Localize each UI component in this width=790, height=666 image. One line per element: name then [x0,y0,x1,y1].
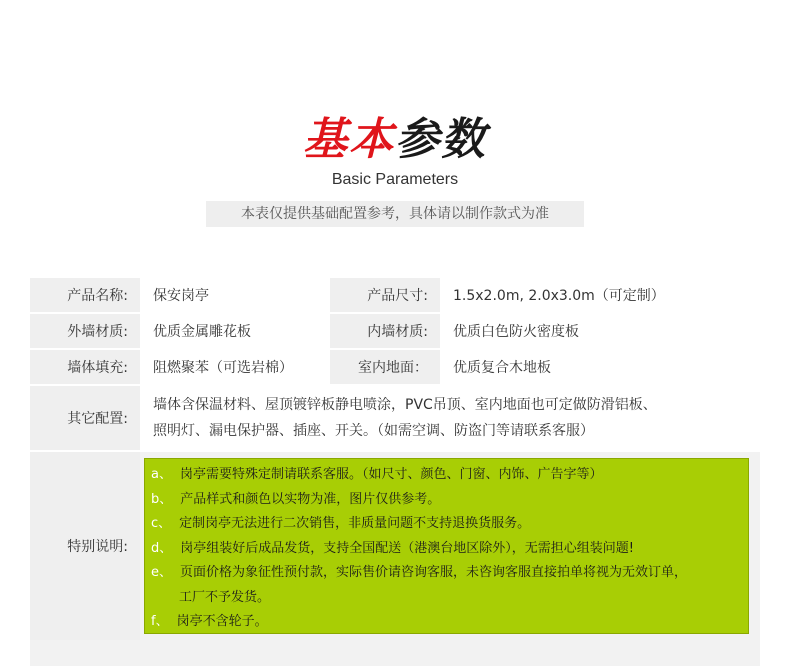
table-row [30,278,760,314]
note-text: 页面价格为象征性预付款，实际售价请咨询客服，未咨询客服直接拍单将视为无效订单， [180,565,688,580]
section-title-black: 参数 [395,114,487,165]
note-marker: c、 [151,516,172,531]
param-label: 外墙材质: [30,314,140,348]
param-label: 室内地面： [330,350,440,384]
param-value: 1.5x2.0m, 2.0x3.0m（可定制） [440,278,760,312]
note-text: 岗亭组装好后成品发货，支持全国配送（港澳台地区除外），无需担心组装问题! [180,540,634,556]
other-config-line: 照明灯、漏电保护器、插座、开关。（如需空调、防盗门等请联系客服） [153,423,594,439]
note-marker: b、 [151,491,173,507]
param-value: 优质白色防火密度板 [440,314,760,348]
param-label: 特别说明: [30,452,140,640]
other-config-line: 墙体含保温材料、屋顶镀锌板静电喷涂，PVC吊顶、室内地面也可定做防滑铝板、 [153,397,657,413]
note-item [151,463,740,488]
param-label: 其它配置: [30,386,140,450]
table-row-special [30,452,760,640]
note-item [151,610,740,635]
note-text: 产品样式和颜色以实物为准，图片仅供参考。 [180,491,441,507]
note-item-continuation [151,586,740,611]
note-marker: e、 [151,565,172,580]
param-value: 优质复合木地板 [440,350,760,384]
special-notes-box [144,458,749,634]
note-item [151,488,740,513]
note-item [151,537,740,562]
param-label: 产品名称: [30,278,140,312]
section-header [0,112,790,192]
param-label: 墙体填充: [30,350,140,384]
param-value: 阻燃聚苯（可选岩棉） [140,350,330,384]
note-item [151,561,740,586]
section-subtitle: 本表仅提供基础配置参考，具体请以制作款式为准 [206,201,584,227]
parameters-table [30,278,760,666]
note-marker: d、 [151,540,173,556]
section-title-english: Basic Parameters [331,171,459,188]
note-item [151,512,740,537]
section-title-red: 基本 [303,114,395,165]
param-value-other [140,386,760,450]
note-marker: a、 [151,467,172,482]
param-value: 优质金属雕花板 [140,314,330,348]
note-marker: f、 [151,614,169,629]
table-row [30,314,760,350]
note-text: 岗亭不含轮子。 [176,614,268,629]
section-title [0,112,790,168]
param-label: 内墙材质: [330,314,440,348]
table-row-other [30,386,760,452]
note-text: 工厂不予发货。 [179,589,271,605]
param-value: 保安岗亭 [140,278,330,312]
param-label: 产品尺寸: [330,278,440,312]
note-text: 定制岗亭无法进行二次销售，非质量问题不支持退换货服务。 [179,516,531,531]
note-text: 岗亭需要特殊定制请联系客服。（如尺寸、颜色、门窗、内饰、广告字等） [179,467,603,482]
table-row [30,350,760,386]
